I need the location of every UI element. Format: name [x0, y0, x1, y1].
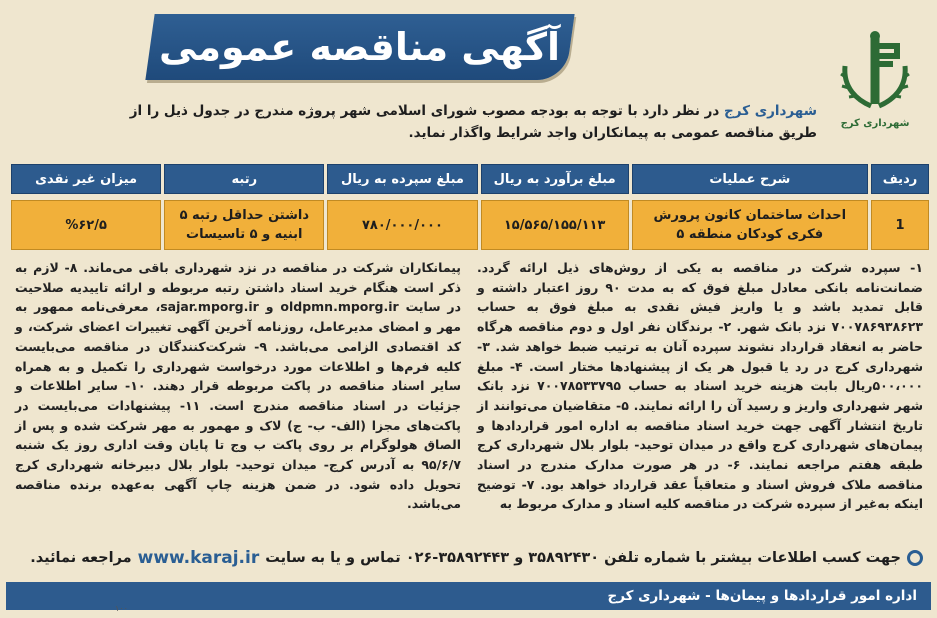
contact-bullet-icon: [907, 550, 923, 566]
contact-suffix: مراجعه نمائید.: [30, 550, 132, 566]
logo-caption: شهرداری کرج: [840, 118, 910, 129]
site-oldpmn-link[interactable]: oldpmn.mporg.ir: [280, 299, 399, 315]
title-banner: [145, 14, 574, 80]
cell-non-cash: %۶۲/۵: [11, 200, 161, 250]
table-header-row: [11, 164, 929, 194]
conditions-text-right: ۱- سپرده شرکت در مناقصه به یکی از روش‌های ذیل ارائه گردد. ضمانت‌نامه بانکی معادل مبلغ فوق که به مدت ۹۰ روز اعتبار داشته و قابل تمدید باشد و یا واریز فیش نقدی به مبلغ فوق به حساب ۷۰۰۷۸۶۹۳۸۶۲۳ نزد بانک شهر. ۲- برندگان نفر اول و دوم مناقصه هرگاه حاضر به انعقاد قرارداد نشوند سپرده آنان به ترتیب ضبط خواهد شد. ۳- شهرداری کرج در رد یا قبول هر یک از پیشنهادها مختار است. ۴- مبلغ ۵۰۰،۰۰۰ریال بابت هزینه خرید اسناد به حساب ۷۰۰۷۸۵۳۳۷۹۵ نزد بانک شهر شهرداری واریز و رسید آن را ارائه نمایند. ۵- متقاضیان می‌توانند از تاریخ انتشار آگهی جهت خرید اسناد مناقصه به اداره امور قراردادها و پیمان‌های شهرداری کرج واقع در میدان توحید- بلوار بلال شهرداری کرج طبقه هفتم مراجعه نمایند. ۶- در هر صورت مدارک مندرج در اسناد مناقصه ملاک فروش اسناد و متعاقباً عقد قرارداد خواهد بود. ۷- توضیح اینکه به‌غیر از سپرده شرکت در مناقصه کلیه اسناد و مدارک مربوط به: [477, 260, 923, 512]
header-deposit: مبلغ سپرده به ریال: [327, 164, 477, 194]
logo-emblem-icon: [835, 26, 915, 116]
table-row: [11, 200, 929, 250]
conditions-and: و: [265, 299, 274, 315]
intro-org: شهرداری کرج: [724, 103, 817, 119]
cell-index: 1: [871, 200, 929, 250]
website-link[interactable]: www.karaj.ir: [137, 548, 260, 568]
header-non-cash: میزان غیر نقدی: [11, 164, 161, 194]
cell-description: احداث ساختمان کانون پرورش فکری کودکان منطقه ۵: [632, 200, 868, 250]
cell-rank: داشتن حداقل رتبه ۵ ابنیه و ۵ تاسیسات: [164, 200, 324, 250]
intro-text: در نظر دارد با توجه به بودجه مصوب شورای اسلامی شهر پروژه مندرج در جدول ذیل را از طریق مناقصه عمومی به پیمانکاران واجد شرایط واگذار نماید.: [129, 103, 817, 141]
header-description: شرح عملیات: [632, 164, 868, 194]
footer-number: ۱۰۰: [115, 604, 128, 613]
page-title: آگهی مناقصه عمومی: [159, 25, 561, 69]
header-estimate: مبلغ برآورد به ریال: [481, 164, 629, 194]
conditions-left-part2: ، معرفی‌نامه ممهور به مهر و امضای مدیرعامل، روزنامه آخرین آگهی تغییرات اعضای شرکت، و کد اقتصادی الزامی می‌باشد. ۹- شرکت‌کنندگان در مناقصه می‌بایست کلیه فرم‌ها و اطلاعات مورد درخواست شهرداری را تکمیل و به همراه سایر اسناد مناقصه در پاکت مربوطه قرار دهند. ۱۰- سایر اطلاعات و جزئیات در اسناد مناقصه مندرج است. ۱۱- پیشنهادات می‌بایست در پاکت‌های مجزا (الف- ب- ج) لاک و مهمور به مهر شرکت شده و پس از الصاق هولوگرام بر روی پاکت ب وج تا پایان وقت اداری روز یک شنبه ۹۵/۶/۷ به آدرس کرج- میدان توحید- بلوار بلال دبیرخانه شهرداری کرج تحویل داده شود. در ضمن هزینه چاپ آگهی به‌عهده برنده مناقصه می‌باشد.: [15, 299, 462, 512]
conditions-left-part1: پیمانکاران شرکت در مناقصه در نزد شهرداری باقی می‌ماند. ۸- لازم به ذکر است هنگام خرید اسناد داشتن رتبه مربوطه و ارائه تاییدیه صلاحیت در سایت: [15, 260, 461, 315]
contact-text: جهت کسب اطلاعات بیشتر با شماره تلفن ۳۵۸۹۲۴۳۰ و ۳۵۸۹۲۴۴۳-۰۲۶ تماس و یا به سایت: [265, 550, 901, 566]
footer-text: اداره امور قراردادها و پیمان‌ها - شهرداری کرج: [607, 588, 917, 604]
cell-deposit: ۷۸۰/۰۰۰/۰۰۰: [327, 200, 477, 250]
tender-table: [8, 164, 932, 250]
footer-bar: [6, 582, 931, 610]
intro-paragraph: [117, 100, 817, 144]
header-rank: رتبه: [164, 164, 324, 194]
site-sajar-link[interactable]: sajar.mporg.ir: [160, 299, 259, 315]
conditions-left-column: [15, 258, 461, 514]
contact-line: [13, 545, 923, 571]
karaj-municipality-logo: [825, 26, 925, 136]
cell-estimate: ۱۵/۵۶۵/۱۵۵/۱۱۳: [481, 200, 629, 250]
conditions-text-left: [15, 258, 461, 514]
conditions-right-column: [477, 258, 923, 514]
header-index: ردیف: [871, 164, 929, 194]
